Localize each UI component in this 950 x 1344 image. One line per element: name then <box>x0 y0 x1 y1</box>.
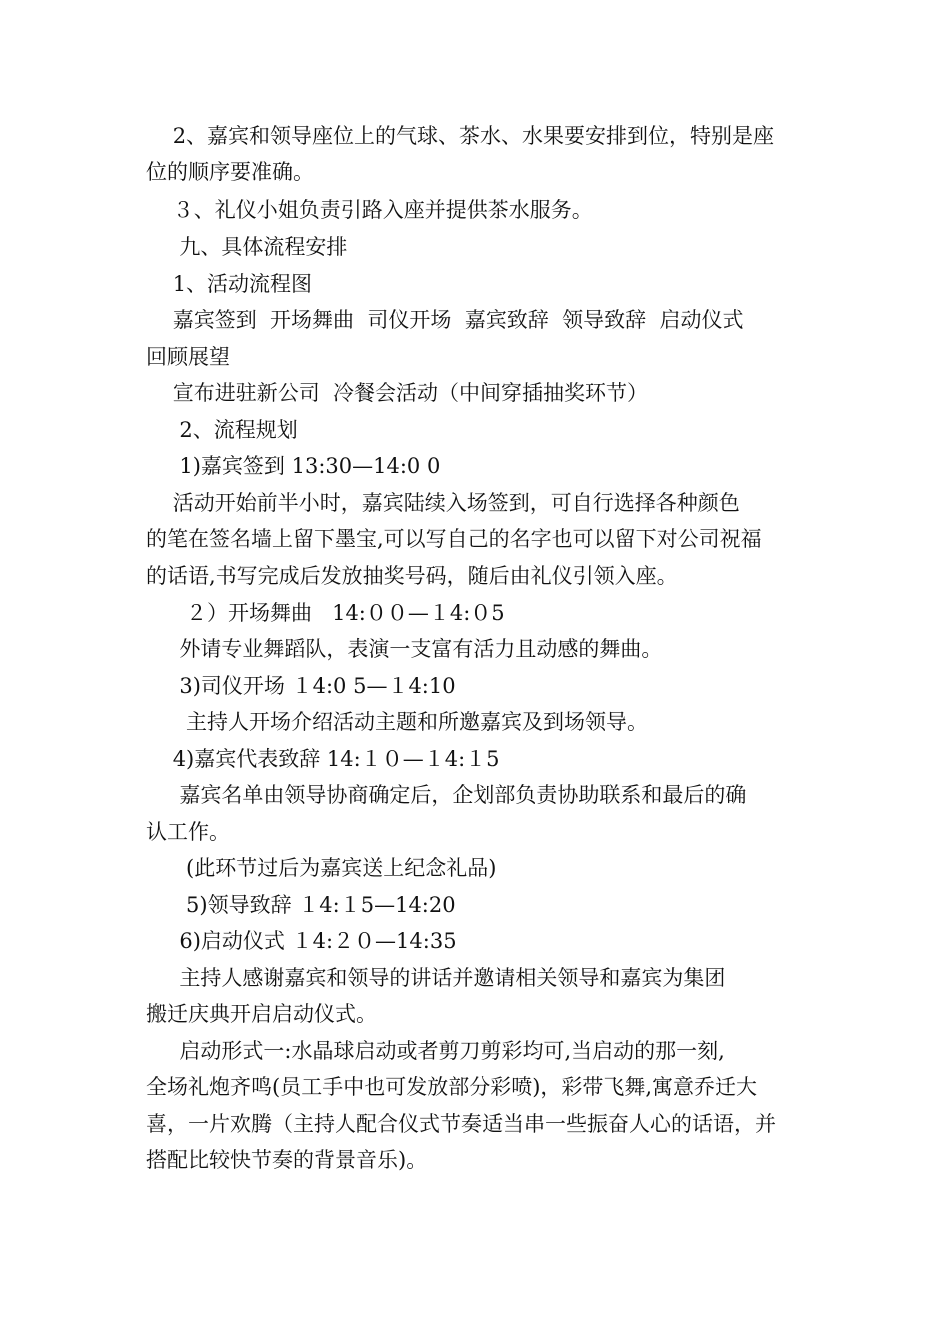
subsection-heading: 1、活动流程图 <box>146 272 313 296</box>
schedule-item: 5)领导致辞 １4:１5—14:20 <box>146 893 456 917</box>
paragraph-line: 回顾展望 <box>146 345 230 369</box>
paragraph-line: 2、嘉宾和领导座位上的气球、茶水、水果要安排到位，特别是座 <box>146 124 775 148</box>
schedule-item: ２）开场舞曲 14:００—１4:０5 <box>146 601 505 625</box>
schedule-item: 6)启动仪式 １4:２０—14:35 <box>146 929 457 953</box>
paragraph-line: 嘉宾签到 开场舞曲 司仪开场 嘉宾致辞 领导致辞 启动仪式 <box>146 308 744 332</box>
paragraph-line: 的笔在签名墙上留下墨宝,可以写自己的名字也可以留下对公司祝福 <box>146 527 762 551</box>
paragraph-line: 主持人感谢嘉宾和领导的讲话并邀请相关领导和嘉宾为集团 <box>146 966 726 990</box>
paragraph-line: 宣布进驻新公司 冷餐会活动（中间穿插抽奖环节） <box>146 381 649 405</box>
schedule-item: 4)嘉宾代表致辞 14:１０—１4:１5 <box>146 747 500 771</box>
paragraph-line: 全场礼炮齐鸣(员工手中也可发放部分彩喷)，彩带飞舞,寓意乔迁大 <box>146 1075 758 1099</box>
paragraph-line: 搬迁庆典开启启动仪式。 <box>146 1002 377 1026</box>
schedule-item: 1)嘉宾签到 13:30—14:0 0 <box>146 454 441 478</box>
paragraph-line: ３、礼仪小姐负责引路入座并提供茶水服务。 <box>146 198 593 222</box>
paragraph-line: 活动开始前半小时，嘉宾陆续入场签到，可自行选择各种颜色 <box>146 491 740 515</box>
paragraph-line: 外请专业舞蹈队，表演一支富有活力且动感的舞曲。 <box>146 637 663 661</box>
paragraph-line: 位的顺序要准确。 <box>146 160 314 184</box>
paragraph-line: 嘉宾名单由领导协商确定后，企划部负责协助联系和最后的确 <box>146 783 747 807</box>
paragraph-line: 认工作。 <box>146 820 230 844</box>
paragraph-line: 搭配比较快节奏的背景音乐)。 <box>146 1148 428 1172</box>
paragraph-line: (此环节过后为嘉宾送上纪念礼品) <box>146 856 497 880</box>
paragraph-line: 启动形式一:水晶球启动或者剪刀剪彩均可,当启动的那一刻, <box>146 1039 725 1063</box>
paragraph-line: 的话语,书写完成后发放抽奖号码，随后由礼仪引领入座。 <box>146 564 678 588</box>
schedule-item: 3)司仪开场 １4:0 5—１4:10 <box>146 674 456 698</box>
section-heading: 九、具体流程安排 <box>146 235 348 259</box>
paragraph-line: 主持人开场介绍活动主题和所邀嘉宾及到场领导。 <box>146 710 649 734</box>
paragraph-line: 喜，一片欢腾（主持人配合仪式节奏适当串一些振奋人心的话语，并 <box>146 1112 776 1136</box>
subsection-heading: 2、流程规划 <box>146 418 298 442</box>
